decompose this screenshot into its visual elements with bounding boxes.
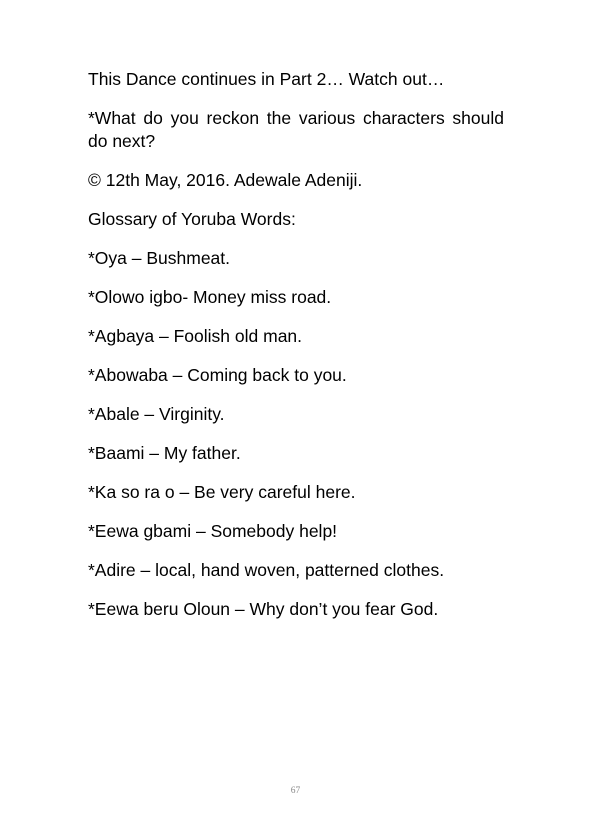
page-number: 67 xyxy=(290,786,301,796)
glossary-entry-adire: *Adire – local, hand woven, patterned clothes. xyxy=(88,560,445,580)
page-body xyxy=(88,68,504,637)
glossary-entry-ka-so-ra-o: *Ka so ra o – Be very careful here. xyxy=(88,482,356,502)
glossary-entry-olowo-igbo: *Olowo igbo- Money miss road. xyxy=(88,287,332,307)
glossary-entry-eewa-beru-oloun: *Eewa beru Oloun – Why don’t you fear God. xyxy=(88,599,439,619)
glossary-entry-baami: *Baami – My father. xyxy=(88,443,241,463)
copyright-line: © 12th May, 2016. Adewale Adeniji. xyxy=(88,170,363,190)
glossary-entry-oya: *Oya – Bushmeat. xyxy=(88,248,231,268)
continuation-note: This Dance continues in Part 2… Watch out… xyxy=(88,69,445,89)
glossary-entry-eewa-gbami: *Eewa gbami – Somebody help! xyxy=(88,521,338,541)
reader-question: *What do you reckon the various characters should do next? xyxy=(88,108,504,151)
glossary-list xyxy=(88,247,504,621)
glossary-entry-abale: *Abale – Virginity. xyxy=(88,404,225,424)
glossary-title: Glossary of Yoruba Words: xyxy=(88,209,296,229)
glossary-entry-agbaya: *Agbaya – Foolish old man. xyxy=(88,326,303,346)
glossary-entry-abowaba: *Abowaba – Coming back to you. xyxy=(88,365,347,385)
